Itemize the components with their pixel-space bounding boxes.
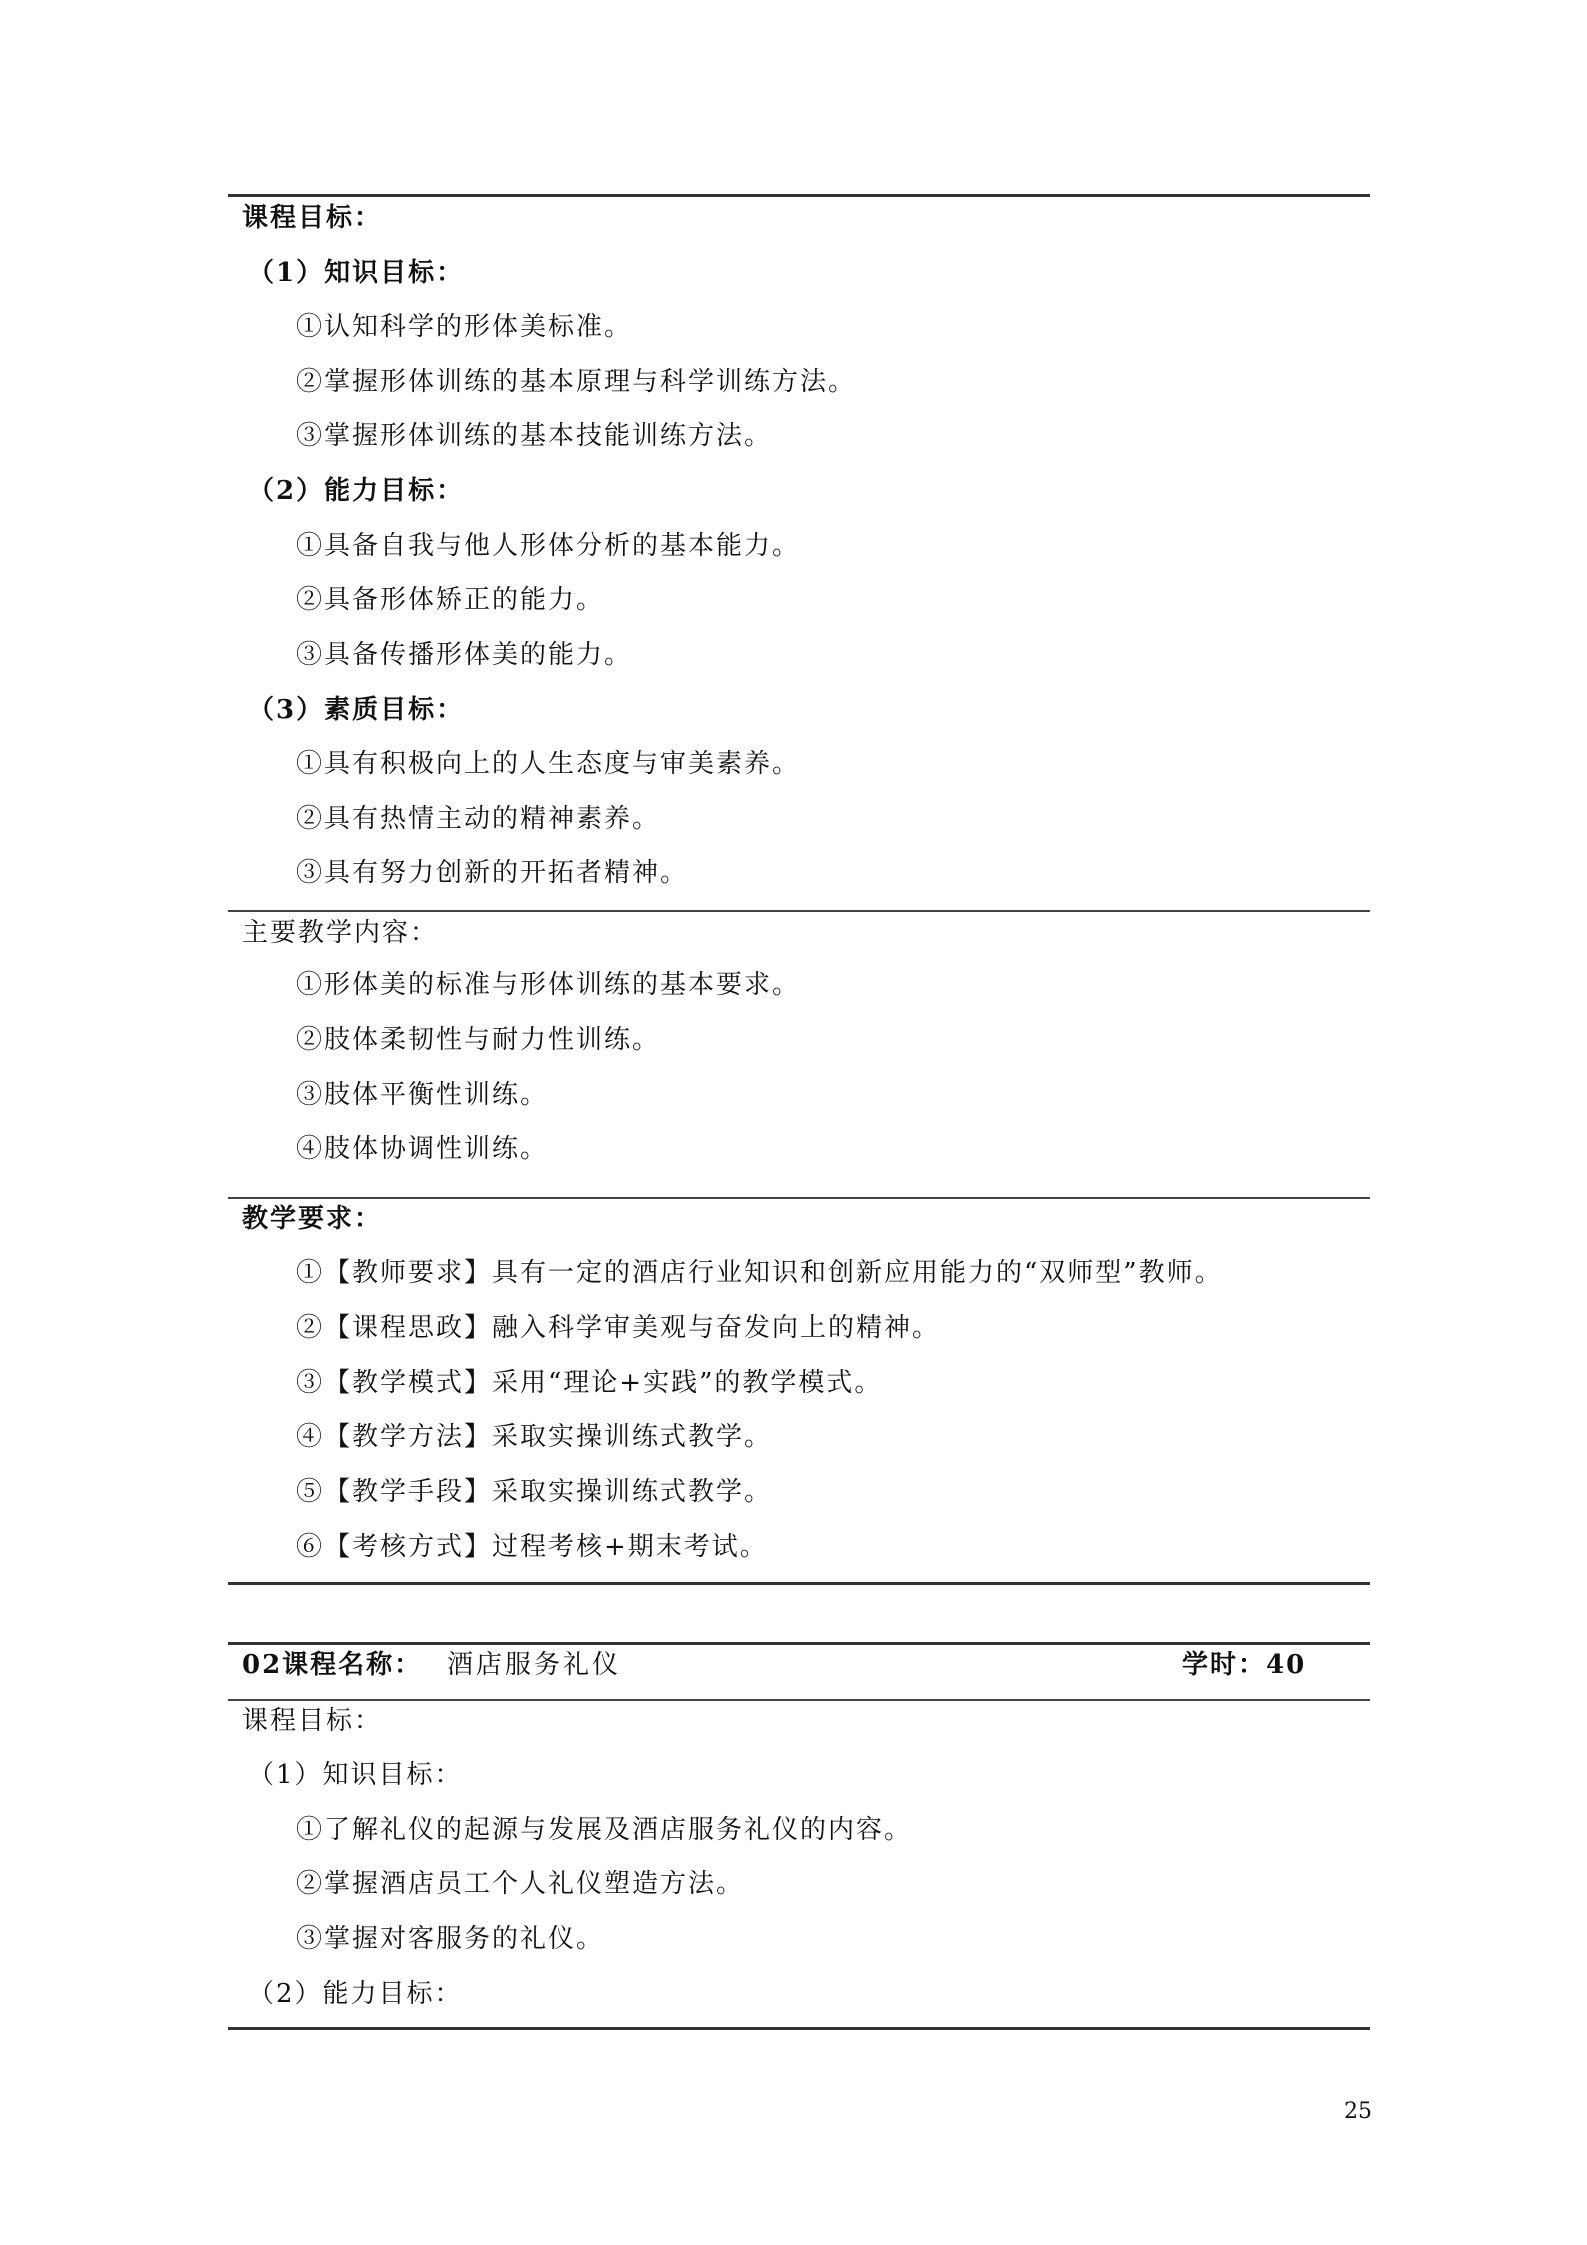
knowledge-goals-title: （1）知识目标： <box>248 258 465 288</box>
course-hours: 学时：40 <box>1182 1650 1307 1680</box>
ability-goal-item: ②具备形体矫正的能力。 <box>296 585 605 615</box>
ability-goals-title: （2）能力目标： <box>248 476 465 506</box>
course2-header-divider <box>228 1699 1370 1701</box>
ability-goal-item: ①具备自我与他人形体分析的基本能力。 <box>296 531 801 561</box>
quality-goal-item: ①具有积极向上的人生态度与审美素养。 <box>296 749 801 779</box>
quality-goal-item: ②具有热情主动的精神素养。 <box>296 804 661 834</box>
quality-goal-item: ③具有努力创新的开拓者精神。 <box>296 858 689 888</box>
goals-heading: 课程目标： <box>242 1706 383 1736</box>
ability-goal-item: ③具备传播形体美的能力。 <box>296 640 633 670</box>
requirement-item: ⑥【考核方式】过程考核+期末考试。 <box>296 1532 768 1562</box>
ability-goals-title: （2）能力目标： <box>248 1979 463 2009</box>
requirement-item: ③【教学模式】采用“理论+实践”的教学模式。 <box>296 1368 883 1398</box>
content-item: ②肢体柔韧性与耐力性训练。 <box>296 1025 661 1055</box>
course2-top-rule <box>228 1642 1370 1645</box>
course-name-label: 02课程名称： <box>242 1650 423 1680</box>
page-number: 25 <box>1344 2099 1372 2124</box>
content-item: ③肢体平衡性训练。 <box>296 1080 549 1110</box>
course-name-value: 酒店服务礼仪 <box>447 1650 622 1680</box>
requirement-item: ④【教学方法】采取实操训练式教学。 <box>296 1422 773 1452</box>
requirement-item: ①【教师要求】具有一定的酒店行业知识和创新应用能力的“双师型”教师。 <box>296 1258 1223 1288</box>
content-item: ①形体美的标准与形体训练的基本要求。 <box>296 970 801 1000</box>
page-bottom-rule <box>228 2027 1370 2030</box>
requirements-heading: 教学要求： <box>242 1204 383 1234</box>
knowledge-goal-item: ③掌握形体训练的基本技能训练方法。 <box>296 421 773 451</box>
section-top-rule <box>228 194 1370 197</box>
requirements-divider <box>228 1197 1370 1199</box>
knowledge-goal-item: ①了解礼仪的起源与发展及酒店服务礼仪的内容。 <box>296 1815 913 1845</box>
knowledge-goal-item: ②掌握酒店员工个人礼仪塑造方法。 <box>296 1869 745 1899</box>
knowledge-goals-title: （1）知识目标： <box>248 1760 463 1790</box>
content-divider <box>228 910 1370 912</box>
knowledge-goal-item: ③掌握对客服务的礼仪。 <box>296 1924 605 1954</box>
content-item: ④肢体协调性训练。 <box>296 1134 549 1164</box>
knowledge-goal-item: ①认知科学的形体美标准。 <box>296 312 633 342</box>
requirement-item: ②【课程思政】融入科学审美观与奋发向上的精神。 <box>296 1313 941 1343</box>
quality-goals-title: （3）素质目标： <box>248 695 465 725</box>
goals-heading: 课程目标： <box>242 203 383 233</box>
knowledge-goal-item: ②掌握形体训练的基本原理与科学训练方法。 <box>296 367 857 397</box>
requirement-item: ⑤【教学手段】采取实操训练式教学。 <box>296 1477 773 1507</box>
table-bottom-rule <box>228 1582 1370 1585</box>
content-heading: 主要教学内容： <box>242 918 439 948</box>
